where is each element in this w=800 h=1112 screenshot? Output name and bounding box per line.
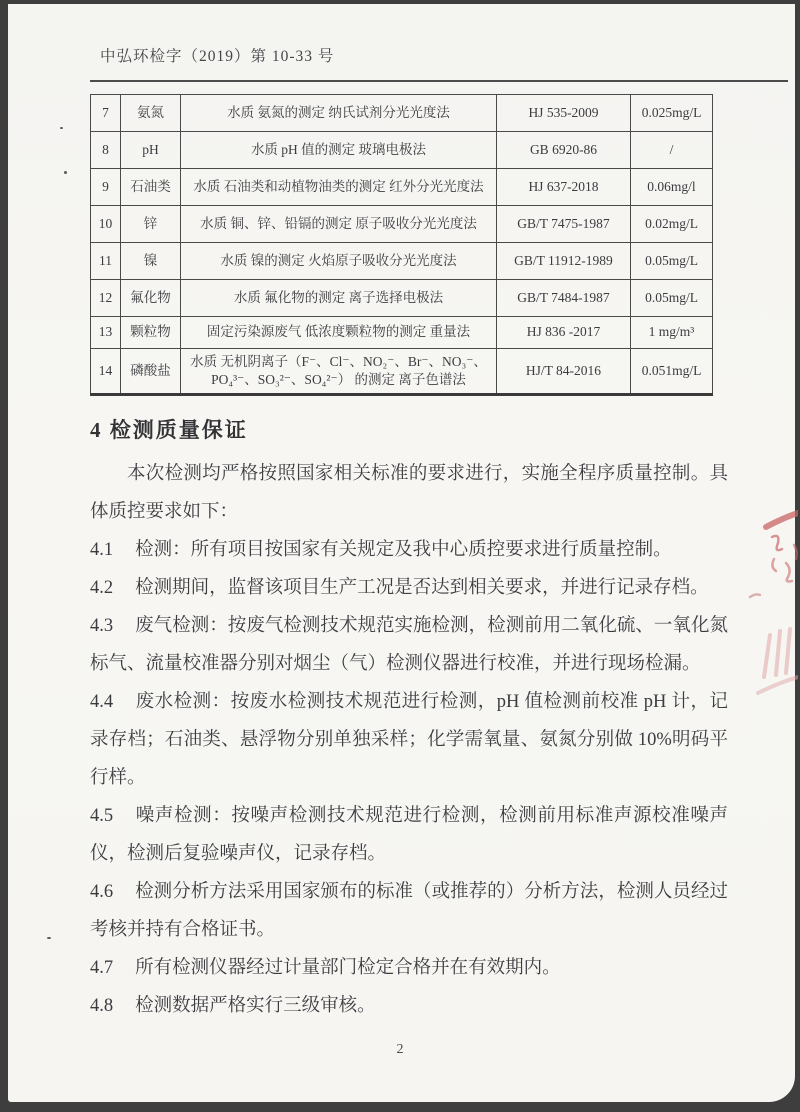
page-number: 2 — [396, 1042, 404, 1057]
qc-item-number: 4.7 — [90, 958, 114, 978]
qc-item-number: 4.3 — [90, 616, 114, 636]
qc-item-number: 4.2 — [90, 578, 114, 598]
cell-method: 水质 氟化物的测定 离子选择电极法 — [181, 280, 497, 317]
header-rule — [90, 80, 788, 82]
cell-standard: GB/T 7475-1987 — [497, 206, 631, 243]
cell-standard: GB/T 7484-1987 — [497, 280, 631, 317]
table-row — [91, 206, 713, 243]
document-number: 中弘环检字（2019）第 10-33 号 — [100, 48, 335, 65]
cell-standard: HJ 836 -2017 — [497, 317, 631, 349]
cell-item: 石油类 — [121, 169, 181, 206]
qc-item-7 — [90, 949, 728, 987]
cell-method: 水质 氨氮的测定 纳氏试剂分光光度法 — [181, 95, 497, 132]
qc-item-text: 检测：所有项目按国家有关规定及我中心质控要求进行质量控制。 — [135, 540, 672, 560]
cell-no: 8 — [91, 132, 121, 169]
qc-item-text: 废水检测：按废水检测技术规范进行检测，pH 值检测前校准 pH 计，记录存档；石油类、悬浮物分别单独采样；化学需氧量、氨氮分别做 10%明码平行样。 — [90, 692, 728, 788]
cell-limit: 0.051mg/L — [631, 349, 713, 395]
table-row — [91, 280, 713, 317]
cell-method: 水质 铜、锌、铅镉的测定 原子吸收分光光度法 — [181, 206, 497, 243]
cell-no: 7 — [91, 95, 121, 132]
table-row — [91, 349, 713, 395]
cell-method: 水质 pH 值的测定 玻璃电极法 — [181, 132, 497, 169]
qc-item-text: 检测分析方法采用国家颁布的标准（或推荐的）分析方法，检测人员经过考核并持有合格证书。 — [90, 882, 728, 940]
scan-speck — [47, 937, 51, 939]
cell-limit: 1 mg/m³ — [631, 317, 713, 349]
cell-method: 水质 镍的测定 火焰原子吸收分光光度法 — [181, 243, 497, 280]
qc-item-text: 所有检测仪器经过计量部门检定合格并在有效期内。 — [135, 958, 561, 978]
qc-item-number: 4.4 — [90, 692, 114, 712]
qc-item-number: 4.8 — [90, 996, 114, 1016]
cell-no: 13 — [91, 317, 121, 349]
cell-no: 9 — [91, 169, 121, 206]
cell-item: 氟化物 — [121, 280, 181, 317]
cell-item: 磷酸盐 — [121, 349, 181, 395]
section-body — [90, 455, 728, 1025]
qc-item-number: 4.6 — [90, 882, 114, 902]
cell-limit: 0.06mg/l — [631, 169, 713, 206]
table-row — [91, 317, 713, 349]
cell-standard: GB 6920-86 — [497, 132, 631, 169]
cell-limit: 0.05mg/L — [631, 280, 713, 317]
table-row — [91, 132, 713, 169]
cell-no: 11 — [91, 243, 121, 280]
table-row — [91, 169, 713, 206]
qc-item-2 — [90, 569, 728, 607]
cell-no: 14 — [91, 349, 121, 395]
cell-method: 固定污染源废气 低浓度颗粒物的测定 重量法 — [181, 317, 497, 349]
cell-item: 镍 — [121, 243, 181, 280]
cell-limit: / — [631, 132, 713, 169]
cell-limit: 0.025mg/L — [631, 95, 713, 132]
cell-method: 水质 无机阴离子（F⁻、Cl⁻、NO₂⁻、Br⁻、NO₃⁻、PO₄³⁻、SO₃²⁻、SO₄²⁻） 的测定 离子色谱法 — [181, 349, 497, 395]
cell-standard: HJ 535-2009 — [497, 95, 631, 132]
qc-item-number: 4.1 — [90, 540, 114, 560]
cell-item: 锌 — [121, 206, 181, 243]
qc-item-8 — [90, 987, 728, 1025]
cell-standard: HJ/T 84-2016 — [497, 349, 631, 395]
scan-speck — [64, 171, 67, 174]
qc-item-1 — [90, 531, 728, 569]
qc-item-text: 检测数据严格实行三级审核。 — [135, 996, 376, 1016]
scan-speck — [60, 127, 63, 129]
table-row — [91, 243, 713, 280]
cell-standard: GB/T 11912-1989 — [497, 243, 631, 280]
section-heading: 4 检测质量保证 — [90, 418, 248, 442]
qc-item-6 — [90, 873, 728, 949]
cell-item: 颗粒物 — [121, 317, 181, 349]
qc-item-text: 噪声检测：按噪声检测技术规范进行检测，检测前用标准声源校准噪声仪，检测后复验噪声仪，记录存档。 — [90, 806, 728, 864]
cell-item: pH — [121, 132, 181, 169]
cell-no: 12 — [91, 280, 121, 317]
cell-standard: HJ 637-2018 — [497, 169, 631, 206]
cell-method: 水质 石油类和动植物油类的测定 红外分光光度法 — [181, 169, 497, 206]
qc-item-4 — [90, 683, 728, 797]
cell-no: 10 — [91, 206, 121, 243]
cell-limit: 0.02mg/L — [631, 206, 713, 243]
qc-item-text: 废气检测：按废气检测技术规范实施检测，检测前用二氧化硫、一氧化氮标气、流量校准器分别对烟尘（气）检测仪器进行校准，并进行现场检漏。 — [90, 616, 728, 674]
qc-item-text: 检测期间，监督该项目生产工况是否达到相关要求，并进行记录存档。 — [135, 578, 709, 598]
qc-item-3 — [90, 607, 728, 683]
qc-item-number: 4.5 — [90, 806, 114, 826]
methods-table — [90, 94, 713, 396]
cell-item: 氨氮 — [121, 95, 181, 132]
cell-limit: 0.05mg/L — [631, 243, 713, 280]
qc-item-5 — [90, 797, 728, 873]
table-row — [91, 95, 713, 132]
intro-paragraph: 本次检测均严格按照国家相关标准的要求进行，实施全程序质量控制。具体质控要求如下： — [90, 464, 728, 522]
